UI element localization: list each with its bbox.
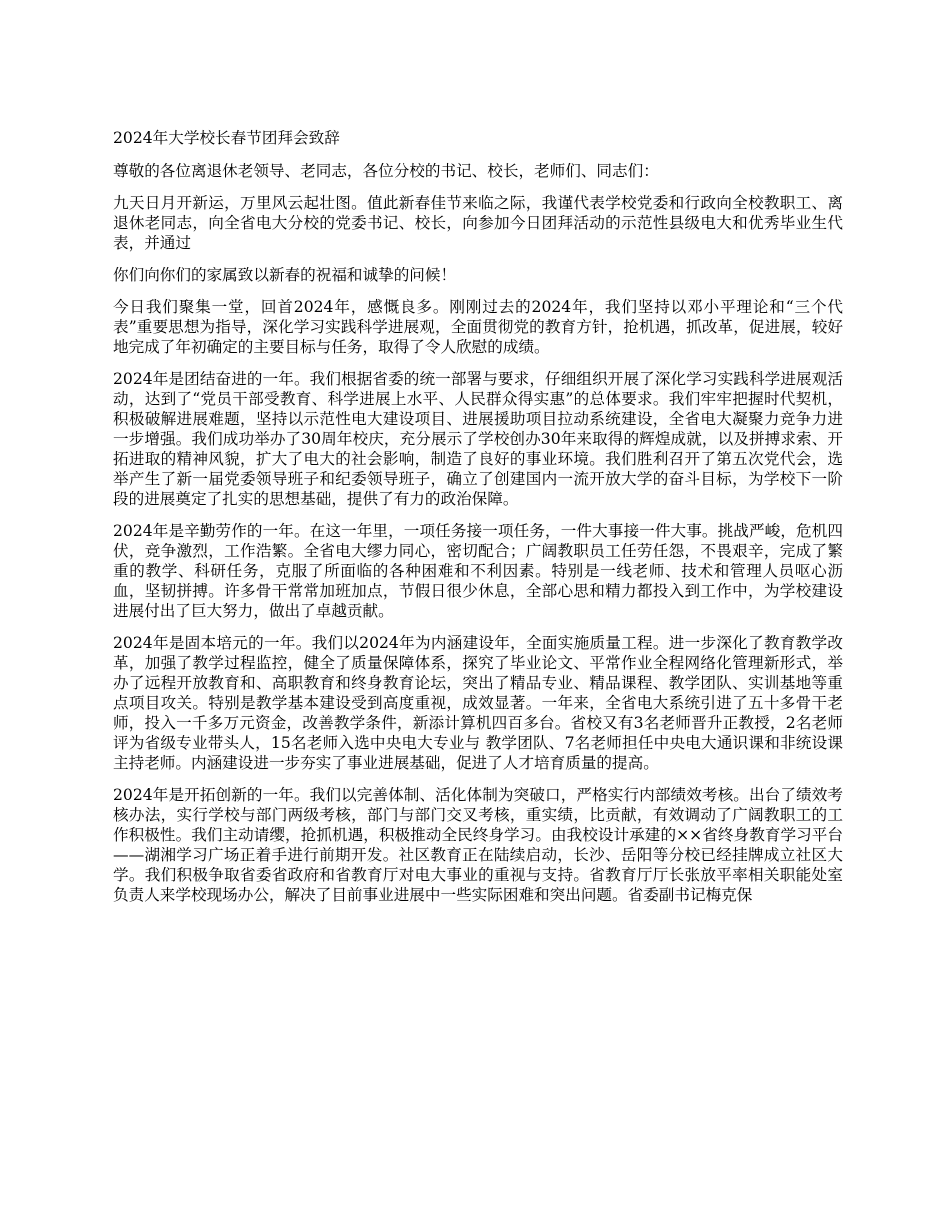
innovation-paragraph: 2024年是开拓创新的一年。我们以完善体制、活化体制为突破口，严格实行内部绩效考核。出台了绩效考核办法，实行学校与部门两级考核，部门与部门交叉考核，重实绩，比贡献，有效调动了广阔教职工的工作积极性。我们主动请缨，抢抓机遇，积极推动全民终身学习。由我校设计承建的××省终身教育学习平台——湖湘学习广场正着手进行前期开发。社区教育正在陆续启动，长沙、岳阳等分校已经挂牌成立社区大学。我们积极争取省委省政府和省教育厅对电大事业的重视与支持。省教育厅厅长张放平率相关职能处室负责人来学校现场办公，解决了目前事业进展中一些实际困难和突出问题。省委副书记梅克保 [113,786,843,904]
greeting-continued-paragraph: 你们向你们的家属致以新春的祝福和诚挚的问候！ [113,266,457,284]
hard-work-paragraph: 2024年是辛勤劳作的一年。在这一年里，一项任务接一项任务，一件大事接一件大事。挑战严峻，危机四伏，竞争激烈，工作浩繁。全省电大缪力同心，密切配合；广阔教职员工任劳任怨，不畏艰辛，完成了繁重的教学、科研任务，克服了所面临的各种困难和不利因素。特别是一线老师、技术和管理人员呕心沥血，坚韧拼搏。许多骨干常常加班加点，节假日很少休息，全部心思和精力都投入到工作中，为学校建设进展付出了巨大努力，做出了卓越贡献。 [113,522,843,620]
salutation-paragraph: 尊敬的各位离退休老领导、老同志，各位分校的书记、校长，老师们、同志们： [113,162,659,180]
document-page [113,118,843,917]
unity-paragraph: 2024年是团结奋进的一年。我们根据省委的统一部署与要求，仔细组织开展了深化学习实践科学进展观活动，达到了“党员干部受教育、科学进展上水平、人民群众得实惠”的总体要求。我们牢牢把握时代契机，积极破解进展难题，坚持以示范性电大建设项目、进展援助项目拉动系统建设，全省电大凝聚力竞争力进一步增强。我们成功举办了30周年校庆，充分展示了学校创办30年来取得的辉煌成就，以及拼搏求索、开拓进取的精神风貌，扩大了电大的社会影响，制造了良好的事业环境。我们胜利召开了第五次党代会，选举产生了新一届党委领导班子和纪委领导班子，确立了创建国内一流开放大学的奋斗目标，为学校下一阶段的进展奠定了扎实的思想基础，提供了有力的政治保障。 [113,370,843,508]
greeting-paragraph: 九天日月开新运，万里风云起壮图。值此新春佳节来临之际，我谨代表学校党委和行政向全校教职工、离退休老同志，向全省电大分校的党委书记、校长，向参加今日团拜活动的示范性县级电大和优秀毕业生代表，并通过 [113,194,843,252]
document-title: 2024年大学校长春节团拜会致辞 [113,129,340,147]
review-intro-paragraph: 今日我们聚集一堂，回首2024年，感慨良多。刚刚过去的2024年，我们坚持以邓小平理论和“三个代表”重要思想为指导，深化学习实践科学进展观，全面贯彻党的教育方针，抢机遇，抓改革，促进展，较好地完成了年初确定的主要目标与任务，取得了令人欣慰的成绩。 [113,298,843,356]
foundation-paragraph: 2024年是固本培元的一年。我们以2024年为内涵建设年，全面实施质量工程。进一步深化了教育教学改革，加强了教学过程监控，健全了质量保障体系，探究了毕业论文、平常作业全程网络化管理新形式，举办了远程开放教育和、高职教育和终身教育论坛，突出了精品专业、精品课程、教学团队、实训基地等重点项目攻关。特别是教学基本建设受到高度重视，成效显著。一年来，全省电大系统引进了五十多骨干老师，投入一千多万元资金，改善教学条件，新添计算机四百多台。省校又有3名老师晋升正教授，2名老师评为省级专业带头人，15名老师入选中央电大专业与 教学团队、7名老师担任中央电大通识课和非统设课主持老师。内涵建设进一步夯实了事业进展基础，促进了人才培育质量的提高。 [113,634,843,772]
